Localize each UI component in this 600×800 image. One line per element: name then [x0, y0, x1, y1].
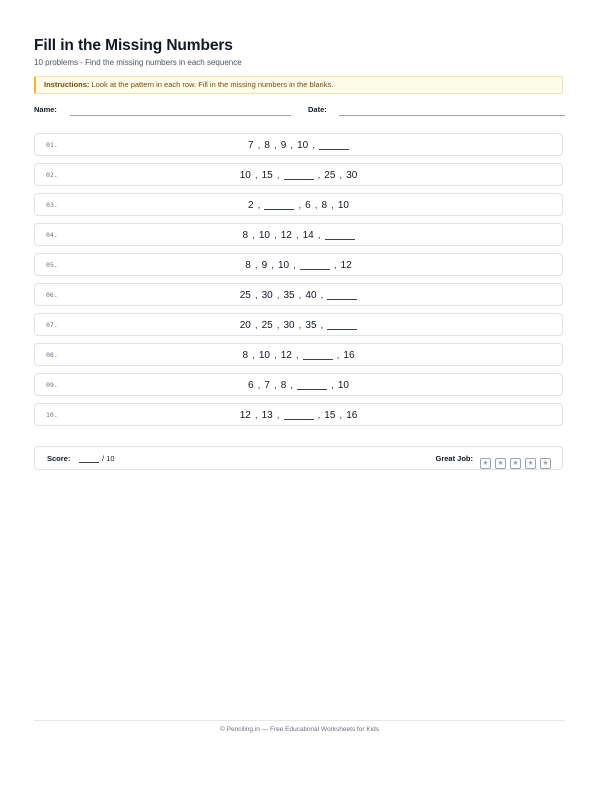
page-subtitle: 10 problems - Find the missing numbers in each sequence	[34, 58, 242, 67]
sequence	[35, 199, 562, 211]
answer-blank[interactable]	[319, 139, 349, 150]
sequence-separator: ,	[331, 380, 334, 391]
name-field[interactable]	[70, 115, 291, 116]
problem-number: 06.	[46, 291, 58, 299]
sequence-term: 35	[305, 320, 317, 331]
score-input[interactable]	[79, 455, 99, 463]
sequence-separator: ,	[290, 140, 294, 151]
sequence-separator: ,	[333, 260, 337, 271]
problem-row	[34, 343, 563, 366]
sequence-term: 10	[239, 170, 251, 181]
name-label: Name:	[34, 105, 57, 114]
star-icon[interactable]: ★	[510, 458, 521, 469]
answer-blank[interactable]	[264, 199, 294, 210]
sequence-term: 25	[239, 290, 251, 301]
problem-row	[34, 373, 563, 396]
sequence-term: 9	[280, 140, 287, 151]
sequence-separator: ,	[276, 320, 280, 331]
problem-number: 02.	[46, 171, 58, 179]
sequence-separator: ,	[257, 200, 261, 211]
sequence-separator: ,	[254, 320, 258, 331]
sequence-separator: ,	[252, 230, 255, 241]
problem-number: 10.	[46, 411, 58, 419]
sequence-separator: ,	[273, 380, 277, 391]
sequence-separator: ,	[254, 260, 258, 271]
problem-row	[34, 163, 563, 186]
problem-number: 09.	[46, 381, 58, 389]
sequence	[35, 349, 562, 361]
star-icon[interactable]: ★	[525, 458, 536, 469]
sequence-separator: ,	[336, 350, 340, 361]
problem-row	[34, 253, 563, 276]
sequence-term: 14	[302, 230, 314, 241]
footer-divider	[34, 720, 565, 721]
star-icon[interactable]: ★	[540, 458, 551, 469]
sequence-term: 40	[305, 290, 317, 301]
page-title: Fill in the Missing Numbers	[34, 37, 233, 54]
sequence-term: 10	[277, 260, 290, 271]
sequence-separator: ,	[257, 380, 261, 391]
sequence-separator: ,	[293, 260, 296, 271]
sequence	[35, 259, 562, 271]
sequence-separator: ,	[273, 140, 277, 151]
sequence-separator: ,	[298, 290, 302, 301]
sequence-term: 12	[280, 350, 292, 361]
sequence-term: 12	[239, 410, 251, 421]
sequence-term: 10	[337, 200, 349, 211]
sequence-term: 6	[305, 200, 311, 211]
sequence-term: 10	[297, 140, 309, 151]
sequence-term: 8	[242, 230, 249, 241]
sequence	[35, 379, 562, 391]
answer-blank[interactable]	[327, 319, 357, 330]
problem-row	[34, 223, 563, 246]
sequence-separator: ,	[331, 200, 334, 211]
sequence-term: 8	[321, 200, 328, 211]
problem-number: 07.	[46, 321, 58, 329]
sequence-term: 10	[337, 380, 349, 391]
sequence-term: 8	[280, 380, 287, 391]
sequence-separator: ,	[254, 290, 258, 301]
sequence-term: 13	[261, 410, 273, 421]
date-field[interactable]	[339, 115, 565, 116]
answer-blank[interactable]	[300, 259, 330, 270]
instructions-box	[34, 76, 563, 94]
problem-number: 08.	[46, 351, 58, 359]
sequence	[35, 409, 562, 421]
sequence-separator: ,	[298, 200, 302, 211]
sequence-term: 8	[245, 260, 251, 271]
answer-blank[interactable]	[297, 379, 327, 390]
star-icon[interactable]: ★	[480, 458, 491, 469]
sequence-separator: ,	[295, 230, 299, 241]
sequence-term: 9	[261, 260, 268, 271]
answer-blank[interactable]	[284, 409, 314, 420]
star-icon[interactable]: ★	[495, 458, 506, 469]
sequence-term: 12	[340, 260, 352, 271]
sequence-separator: ,	[317, 230, 321, 241]
sequence-separator: ,	[290, 380, 294, 391]
sequence-term: 25	[261, 320, 273, 331]
problem-row	[34, 403, 563, 426]
sequence-separator: ,	[271, 260, 274, 271]
sequence-term: 8	[242, 350, 249, 361]
answer-blank[interactable]	[284, 169, 314, 180]
problem-number: 04.	[46, 231, 58, 239]
instructions-label: Instructions:	[44, 80, 90, 89]
sequence-term: 10	[258, 230, 270, 241]
instructions-text: Look at the pattern in each row. Fill in the missing numbers in the blanks.	[89, 80, 334, 89]
great-job-label: Great Job:	[435, 454, 473, 463]
problem-row	[34, 133, 563, 156]
sequence-separator: ,	[276, 290, 280, 301]
score-total: / 10	[102, 454, 115, 463]
date-label: Date:	[308, 105, 327, 114]
answer-blank[interactable]	[325, 229, 355, 240]
sequence-separator: ,	[339, 410, 343, 421]
sequence-term: 7	[264, 380, 270, 391]
sequence	[35, 319, 562, 331]
worksheet-page	[34, 0, 565, 800]
sequence-term: 35	[283, 290, 295, 301]
sequence-term: 25	[324, 170, 336, 181]
problem-number: 05.	[46, 261, 58, 269]
sequence-separator: ,	[320, 290, 324, 301]
sequence-separator: ,	[273, 230, 277, 241]
sequence-separator: ,	[317, 170, 321, 181]
sequence	[35, 229, 562, 241]
sequence-term: 15	[261, 170, 273, 181]
sequence-separator: ,	[252, 350, 255, 361]
sequence	[35, 169, 562, 181]
sequence-term: 30	[283, 320, 295, 331]
sequence-separator: ,	[314, 200, 318, 211]
sequence-term: 7	[248, 140, 254, 151]
problem-number: 03.	[46, 201, 58, 209]
answer-blank[interactable]	[303, 349, 333, 360]
sequence-separator: ,	[320, 320, 324, 331]
sequence-term: 16	[343, 350, 355, 361]
star-rating	[476, 452, 551, 467]
sequence-separator: ,	[298, 320, 302, 331]
name-date-row	[34, 105, 565, 119]
sequence-term: 8	[264, 140, 270, 151]
sequence-separator: ,	[312, 140, 315, 151]
problem-row	[34, 313, 563, 336]
sequence-separator: ,	[254, 410, 258, 421]
sequence-term: 30	[261, 290, 273, 301]
sequence-term: 10	[258, 350, 270, 361]
sequence-separator: ,	[273, 350, 277, 361]
sequence-separator: ,	[339, 170, 343, 181]
score-box	[34, 446, 563, 470]
score-label: Score:	[47, 454, 71, 463]
sequence-separator: ,	[295, 350, 299, 361]
problem-row	[34, 283, 563, 306]
sequence-term: 6	[248, 380, 254, 391]
sequence-separator: ,	[317, 410, 321, 421]
sequence-term: 16	[346, 410, 358, 421]
sequence-separator: ,	[257, 140, 261, 151]
sequence-term: 12	[280, 230, 292, 241]
answer-blank[interactable]	[327, 289, 357, 300]
sequence-term: 20	[239, 320, 251, 331]
sequence	[35, 139, 562, 151]
sequence-separator: ,	[254, 170, 258, 181]
sequence	[35, 289, 562, 301]
sequence-term: 15	[324, 410, 336, 421]
sequence-separator: ,	[276, 410, 280, 421]
sequence-term: 30	[346, 170, 358, 181]
sequence-separator: ,	[276, 170, 280, 181]
problem-row	[34, 193, 563, 216]
problem-number: 01.	[46, 141, 58, 149]
footer-text: © Penciling.in — Free Educational Worksheets for Kids	[220, 726, 379, 733]
sequence-term: 2	[248, 200, 254, 211]
